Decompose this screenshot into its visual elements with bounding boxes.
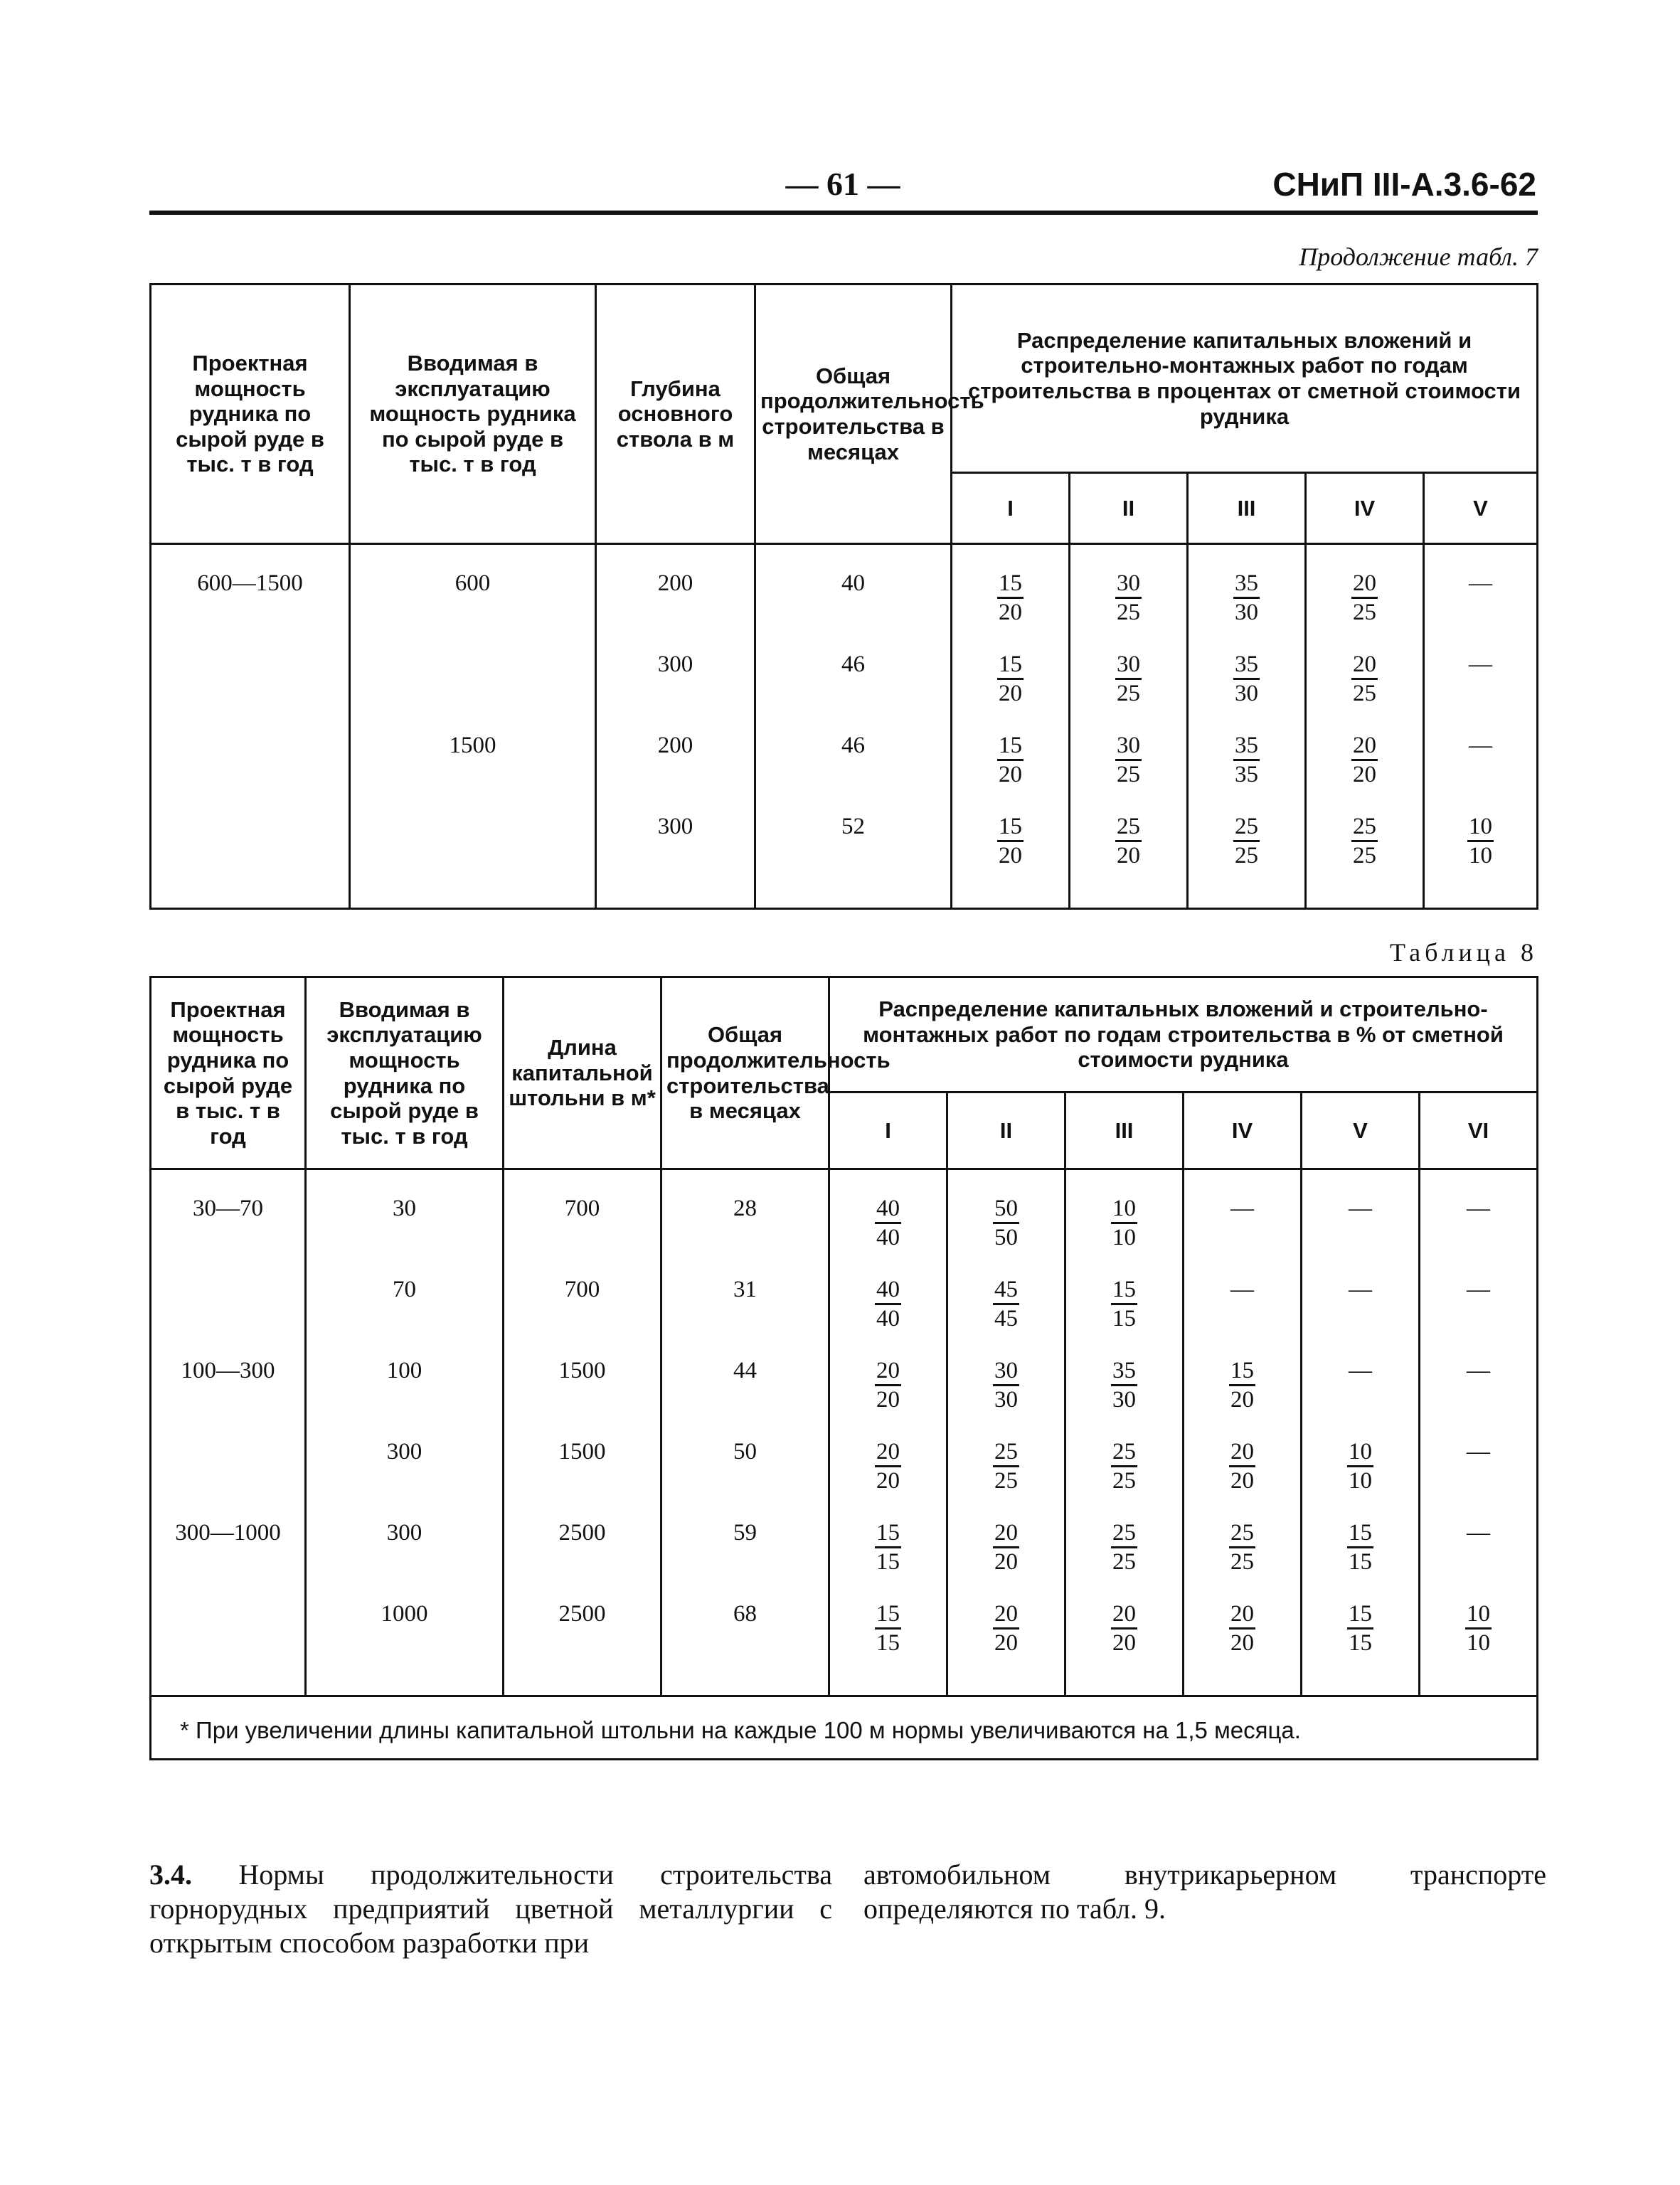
fraction-denominator: 45 (994, 1306, 1018, 1332)
fraction-denominator: 20 (1112, 1630, 1136, 1657)
cell-commissioned: 300 (306, 1439, 504, 1520)
fraction-denominator: 20 (1117, 843, 1140, 869)
table-row (151, 733, 1538, 814)
fraction (1115, 652, 1142, 707)
cell-duration: 52 (755, 814, 952, 909)
cell-depth: 200 (596, 733, 755, 814)
fraction-numerator: 15 (1347, 1520, 1373, 1548)
fraction (875, 1520, 901, 1575)
fraction (1347, 1520, 1373, 1575)
fraction (997, 570, 1024, 626)
cell-year-4 (1306, 652, 1424, 733)
cell-year-2 (1070, 544, 1188, 652)
fraction-denominator: 25 (1112, 1468, 1136, 1494)
fraction-numerator: 35 (1233, 570, 1260, 599)
cell-year-6: — (1420, 1277, 1538, 1358)
fraction (1351, 570, 1378, 626)
fraction-denominator: 20 (999, 762, 1022, 788)
cell-year-3 (1065, 1439, 1184, 1520)
table-row (151, 1520, 1538, 1601)
header-year-4: IV (1306, 473, 1424, 544)
table-row (151, 652, 1538, 733)
cell-year-3 (1065, 1277, 1184, 1358)
cell-depth: 300 (596, 814, 755, 909)
cell-duration: 68 (661, 1601, 829, 1696)
cell-commissioned: 70 (306, 1277, 504, 1358)
fraction (1115, 570, 1142, 626)
header-year-1: I (952, 473, 1070, 544)
table-row (151, 1169, 1538, 1277)
fraction-numerator: 25 (1351, 814, 1378, 842)
fraction-numerator: 20 (1351, 733, 1378, 761)
fraction (1111, 1601, 1137, 1657)
fraction-numerator: 20 (993, 1601, 1019, 1630)
fraction-denominator: 15 (1112, 1306, 1136, 1332)
cell-commissioned: 100 (306, 1358, 504, 1439)
cell-year-6 (1420, 1601, 1538, 1696)
cell-capacity (151, 652, 350, 733)
fraction (1229, 1601, 1255, 1657)
header-year-5: V (1424, 473, 1538, 544)
cell-year-5: — (1424, 544, 1538, 652)
header-year-4: IV (1184, 1092, 1302, 1169)
fraction-denominator: 25 (1112, 1549, 1136, 1575)
header-commissioned: Вводимая в эксплуатацию мощность рудника по сырой руде в тыс. т в год (306, 977, 504, 1169)
fraction-numerator: 25 (1111, 1520, 1137, 1548)
cell-year-4 (1184, 1520, 1302, 1601)
cell-year-1 (829, 1169, 947, 1277)
fraction-numerator: 15 (1347, 1601, 1373, 1630)
header-rule (149, 211, 1538, 215)
fraction-numerator: 10 (1347, 1439, 1373, 1467)
header-year-1: I (829, 1092, 947, 1169)
fraction (875, 1601, 901, 1657)
cell-commissioned: 30 (306, 1169, 504, 1277)
fraction (1351, 652, 1378, 707)
fraction-denominator: 30 (1235, 681, 1258, 707)
fraction-numerator: 30 (1115, 570, 1142, 599)
header-year-6: VI (1420, 1092, 1538, 1169)
fraction (1111, 1520, 1137, 1575)
cell-year-2 (1070, 733, 1188, 814)
cell-year-3 (1188, 652, 1306, 733)
fraction (997, 652, 1024, 707)
cell-year-6: — (1420, 1439, 1538, 1520)
fraction-denominator: 15 (1349, 1549, 1372, 1575)
fraction-denominator: 15 (1349, 1630, 1372, 1657)
body-text-left: Нормы продолжительности строительства горнорудных предприятий цветной металлургии с открытым способом разработки при (149, 1859, 833, 1959)
cell-year-2 (1070, 652, 1188, 733)
fraction-numerator: 10 (1111, 1196, 1137, 1224)
fraction-numerator: 30 (993, 1358, 1019, 1386)
header-duration: Общая продолжительность строительства в месяцах (755, 285, 952, 544)
cell-year-5 (1302, 1439, 1420, 1520)
fraction-numerator: 40 (875, 1196, 901, 1224)
fraction (1111, 1358, 1137, 1413)
fraction-numerator: 20 (875, 1358, 901, 1386)
fraction-numerator: 15 (1229, 1358, 1255, 1386)
fraction-denominator: 15 (876, 1549, 900, 1575)
cell-commissioned (350, 652, 596, 733)
fraction-denominator: 25 (994, 1468, 1018, 1494)
fraction-numerator: 35 (1111, 1358, 1137, 1386)
fraction-denominator: 10 (1112, 1225, 1136, 1251)
fraction-numerator: 20 (1229, 1439, 1255, 1467)
fraction-denominator: 20 (1230, 1387, 1254, 1413)
fraction-numerator: 40 (875, 1277, 901, 1305)
fraction-denominator: 20 (999, 843, 1022, 869)
fraction-denominator: 20 (1230, 1468, 1254, 1494)
fraction-numerator: 15 (997, 652, 1024, 680)
fraction (993, 1277, 1019, 1332)
fraction-numerator: 25 (1115, 814, 1142, 842)
fraction-numerator: 20 (1229, 1601, 1255, 1630)
fraction (993, 1439, 1019, 1494)
fraction-denominator: 25 (1117, 681, 1140, 707)
fraction-denominator: 25 (1235, 843, 1258, 869)
fraction-denominator: 40 (876, 1306, 900, 1332)
cell-duration: 50 (661, 1439, 829, 1520)
fraction-denominator: 20 (1353, 762, 1376, 788)
fraction-numerator: 30 (1115, 733, 1142, 761)
table-row (151, 1358, 1538, 1439)
fraction-denominator: 15 (876, 1630, 900, 1657)
fraction (1111, 1439, 1137, 1494)
cell-year-4 (1306, 733, 1424, 814)
cell-length: 1500 (504, 1358, 661, 1439)
cell-duration: 40 (755, 544, 952, 652)
cell-year-2 (947, 1358, 1065, 1439)
cell-length: 700 (504, 1169, 661, 1277)
fraction (1467, 814, 1494, 869)
cell-duration: 44 (661, 1358, 829, 1439)
cell-duration: 28 (661, 1169, 829, 1277)
cell-year-4 (1184, 1439, 1302, 1520)
fraction (1229, 1520, 1255, 1575)
fraction (1233, 733, 1260, 788)
header-distribution: Распределение капитальных вложений и строительно-монтажных работ по годам строительства в процентах от сметной стоимости рудника (952, 285, 1538, 473)
fraction (1111, 1277, 1137, 1332)
cell-year-3 (1188, 814, 1306, 909)
cell-year-2 (947, 1277, 1065, 1358)
fraction-denominator: 25 (1117, 600, 1140, 626)
table-row (151, 544, 1538, 652)
fraction-numerator: 15 (997, 814, 1024, 842)
cell-year-6: — (1420, 1520, 1538, 1601)
cell-year-4 (1306, 814, 1424, 909)
fraction (1233, 814, 1260, 869)
header-year-5: V (1302, 1092, 1420, 1169)
cell-commissioned: 300 (306, 1520, 504, 1601)
cell-year-2 (947, 1439, 1065, 1520)
cell-year-4 (1184, 1601, 1302, 1696)
cell-duration: 59 (661, 1520, 829, 1601)
header-year-3: III (1065, 1092, 1184, 1169)
cell-year-4: — (1184, 1277, 1302, 1358)
fraction (1347, 1439, 1373, 1494)
body-paragraph-right: автомобильном внутрикарьерном транспорте определяются по табл. 9. (863, 1859, 1546, 1925)
table-row (151, 1277, 1538, 1358)
cell-capacity (151, 1439, 306, 1520)
cell-year-5: — (1302, 1169, 1420, 1277)
fraction-denominator: 20 (999, 600, 1022, 626)
fraction-denominator: 30 (994, 1387, 1018, 1413)
cell-year-3 (1065, 1601, 1184, 1696)
cell-year-1 (829, 1439, 947, 1520)
fraction-numerator: 45 (993, 1277, 1019, 1305)
cell-year-5: — (1302, 1277, 1420, 1358)
cell-depth: 200 (596, 544, 755, 652)
fraction-denominator: 20 (999, 681, 1022, 707)
body-paragraph-left (149, 1858, 832, 1960)
cell-year-3 (1188, 544, 1306, 652)
fraction-denominator: 25 (1230, 1549, 1254, 1575)
header-year-2: II (1070, 473, 1188, 544)
fraction-numerator: 25 (1229, 1520, 1255, 1548)
header-capacity: Проектная мощность рудника по сырой руде в тыс. т в год (151, 977, 306, 1169)
cell-year-6: — (1420, 1169, 1538, 1277)
fraction-numerator: 15 (875, 1601, 901, 1630)
page-header (149, 165, 1536, 208)
fraction-denominator: 20 (876, 1468, 900, 1494)
fraction (993, 1601, 1019, 1657)
cell-length: 700 (504, 1277, 661, 1358)
fraction-denominator: 20 (1230, 1630, 1254, 1657)
fraction-denominator: 10 (1349, 1468, 1372, 1494)
cell-year-4: — (1184, 1169, 1302, 1277)
fraction (1351, 814, 1378, 869)
table-row (151, 814, 1538, 909)
fraction-numerator: 25 (1233, 814, 1260, 842)
header-depth: Глубина основного ствола в м (596, 285, 755, 544)
cell-year-4 (1306, 544, 1424, 652)
fraction-numerator: 20 (1351, 570, 1378, 599)
header-length: Длина капитальной штольни в м* (504, 977, 661, 1169)
footnote-row (151, 1696, 1538, 1760)
fraction-denominator: 50 (994, 1225, 1018, 1251)
fraction-numerator: 15 (875, 1520, 901, 1548)
cell-year-1 (829, 1520, 947, 1601)
fraction-numerator: 15 (997, 733, 1024, 761)
fraction-denominator: 25 (1353, 681, 1376, 707)
fraction (1351, 733, 1378, 788)
cell-year-2 (1070, 814, 1188, 909)
fraction-denominator: 10 (1467, 1630, 1490, 1657)
section-number: 3.4. (149, 1859, 192, 1891)
fraction (1229, 1439, 1255, 1494)
fraction-denominator: 20 (876, 1387, 900, 1413)
table-row (151, 1439, 1538, 1520)
document-code: СНиП III-А.3.6-62 (1272, 166, 1536, 203)
cell-commissioned (350, 814, 596, 909)
fraction-numerator: 20 (993, 1520, 1019, 1548)
cell-year-5 (1302, 1520, 1420, 1601)
cell-year-3 (1188, 733, 1306, 814)
fraction (875, 1439, 901, 1494)
cell-year-5 (1302, 1601, 1420, 1696)
fraction (1111, 1196, 1137, 1251)
cell-length: 1500 (504, 1439, 661, 1520)
fraction (875, 1196, 901, 1251)
fraction-numerator: 35 (1233, 733, 1260, 761)
fraction (875, 1277, 901, 1332)
cell-year-1 (952, 544, 1070, 652)
cell-year-2 (947, 1169, 1065, 1277)
cell-year-5 (1424, 814, 1538, 909)
fraction-numerator: 10 (1465, 1601, 1492, 1630)
fraction-numerator: 25 (1111, 1439, 1137, 1467)
table8-caption: Таблица 8 (1390, 938, 1538, 967)
fraction-denominator: 25 (1353, 600, 1376, 626)
fraction-numerator: 30 (1115, 652, 1142, 680)
cell-year-5: — (1302, 1358, 1420, 1439)
table-row (151, 1601, 1538, 1696)
cell-capacity (151, 1277, 306, 1358)
cell-year-1 (952, 733, 1070, 814)
fraction-denominator: 20 (994, 1630, 1018, 1657)
cell-commissioned: 600 (350, 544, 596, 652)
fraction-denominator: 35 (1235, 762, 1258, 788)
cell-year-5: — (1424, 733, 1538, 814)
fraction (997, 814, 1024, 869)
fraction-denominator: 25 (1353, 843, 1376, 869)
fraction-numerator: 15 (1111, 1277, 1137, 1305)
cell-commissioned: 1000 (306, 1601, 504, 1696)
cell-year-2 (947, 1520, 1065, 1601)
page-number: — 61 — (785, 166, 900, 202)
fraction (1233, 570, 1260, 626)
header-capacity: Проектная мощность рудника по сырой руде в тыс. т в год (151, 285, 350, 544)
table7 (149, 283, 1538, 910)
fraction-numerator: 25 (993, 1439, 1019, 1467)
fraction (1229, 1358, 1255, 1413)
header-distribution: Распределение капитальных вложений и строительно-монтажных работ по годам строительства в % от сметной стоимости рудника (829, 977, 1538, 1092)
cell-year-1 (952, 652, 1070, 733)
header-year-3: III (1188, 473, 1306, 544)
fraction (1233, 652, 1260, 707)
cell-capacity: 300—1000 (151, 1520, 306, 1601)
fraction (997, 733, 1024, 788)
cell-year-1 (829, 1358, 947, 1439)
cell-capacity: 30—70 (151, 1169, 306, 1277)
fraction-denominator: 30 (1235, 600, 1258, 626)
header-commissioned: Вводимая в эксплуатацию мощность рудника по сырой руде в тыс. т в год (350, 285, 596, 544)
fraction-denominator: 30 (1112, 1387, 1136, 1413)
cell-duration: 31 (661, 1277, 829, 1358)
fraction-numerator: 20 (1351, 652, 1378, 680)
fraction-denominator: 20 (994, 1549, 1018, 1575)
fraction-numerator: 20 (875, 1439, 901, 1467)
fraction-numerator: 20 (1111, 1601, 1137, 1630)
cell-year-3 (1065, 1358, 1184, 1439)
cell-depth: 300 (596, 652, 755, 733)
cell-year-3 (1065, 1520, 1184, 1601)
table7-caption: Продолжение табл. 7 (1299, 243, 1538, 271)
cell-duration: 46 (755, 652, 952, 733)
cell-year-2 (947, 1601, 1065, 1696)
table8 (149, 976, 1538, 1760)
fraction-denominator: 10 (1469, 843, 1492, 869)
fraction (993, 1520, 1019, 1575)
cell-capacity (151, 733, 350, 814)
fraction (993, 1196, 1019, 1251)
cell-commissioned: 1500 (350, 733, 596, 814)
header-duration: Общая продолжительность строительства в месяцах (661, 977, 829, 1169)
cell-year-1 (829, 1601, 947, 1696)
cell-year-1 (952, 814, 1070, 909)
cell-year-4 (1184, 1358, 1302, 1439)
fraction-numerator: 35 (1233, 652, 1260, 680)
fraction (1347, 1601, 1373, 1657)
cell-length: 2500 (504, 1520, 661, 1601)
fraction-numerator: 10 (1467, 814, 1494, 842)
cell-year-3 (1065, 1169, 1184, 1277)
fraction-denominator: 40 (876, 1225, 900, 1251)
fraction (1465, 1601, 1492, 1657)
cell-year-6: — (1420, 1358, 1538, 1439)
cell-duration: 46 (755, 733, 952, 814)
header-year-2: II (947, 1092, 1065, 1169)
footnote: * При увеличении длины капитальной штольни на каждые 100 м нормы увеличиваются на 1,5 месяца. (151, 1696, 1538, 1760)
cell-capacity (151, 1601, 306, 1696)
cell-length: 2500 (504, 1601, 661, 1696)
fraction-numerator: 15 (997, 570, 1024, 599)
fraction-denominator: 25 (1117, 762, 1140, 788)
fraction (993, 1358, 1019, 1413)
fraction (875, 1358, 901, 1413)
fraction (1115, 814, 1142, 869)
fraction (1115, 733, 1142, 788)
cell-capacity: 100—300 (151, 1358, 306, 1439)
cell-capacity (151, 814, 350, 909)
cell-year-1 (829, 1277, 947, 1358)
cell-year-5: — (1424, 652, 1538, 733)
fraction-numerator: 50 (993, 1196, 1019, 1224)
cell-capacity: 600—1500 (151, 544, 350, 652)
